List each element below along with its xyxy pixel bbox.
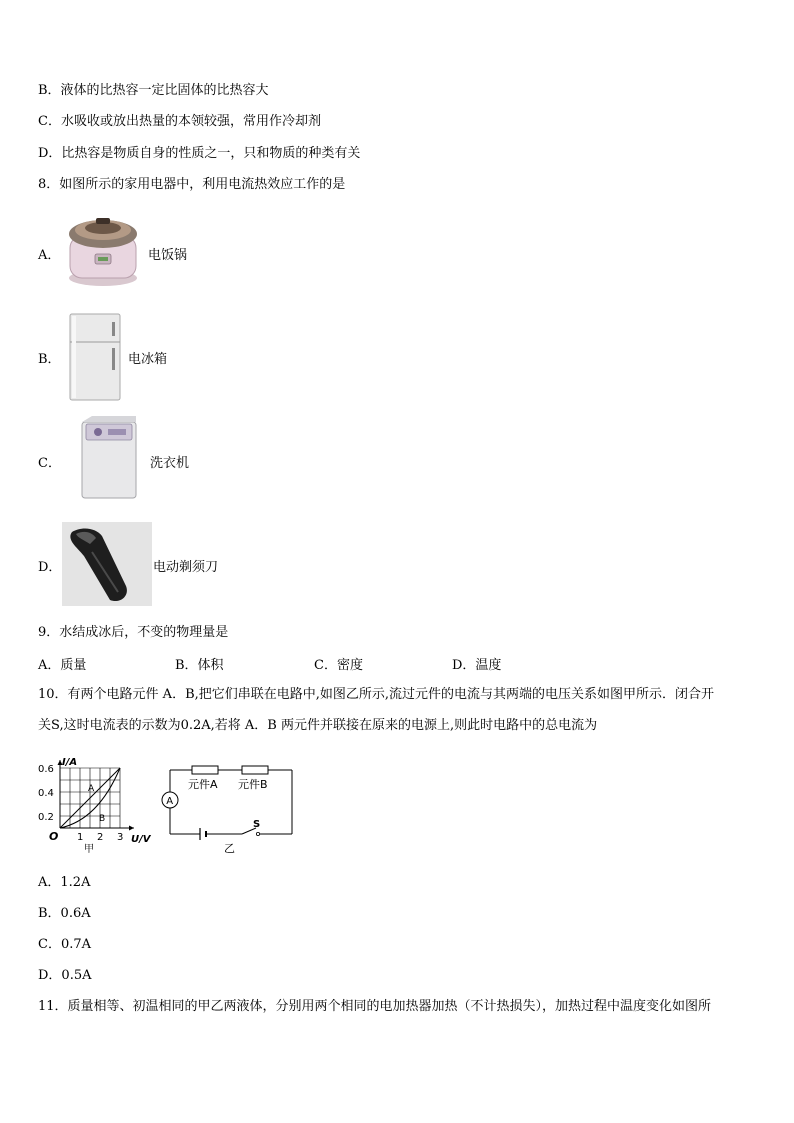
q7-option-d: D．比热容是物质自身的性质之一，只和物质的种类有关 [38, 146, 361, 161]
q9-option-b: B．体积 [175, 658, 224, 673]
element-a-label: 元件A [188, 778, 218, 791]
curve-a-label: A [88, 784, 95, 794]
element-a-resistor [192, 766, 218, 774]
ytick-02: 0.2 [38, 812, 54, 823]
rice-cooker-icon [62, 208, 144, 290]
q8-option-a-text: 电饭锅 [148, 248, 188, 263]
graph-ylabel: I/A [62, 757, 78, 768]
electric-shaver-icon [62, 522, 152, 606]
q9-option-c: C．密度 [314, 658, 363, 673]
q8-option-b-text: 电冰箱 [128, 352, 168, 367]
curve-b-label: B [99, 814, 106, 824]
q8-option-d-label: D． [38, 560, 62, 575]
switch-icon [256, 832, 259, 835]
refrigerator-icon [66, 312, 124, 402]
switch-label: S [253, 819, 261, 830]
q9-option-d: D．温度 [452, 658, 502, 673]
xtick-3: 3 [117, 832, 124, 843]
ytick-04: 0.4 [38, 788, 54, 799]
graph-caption: 甲 [84, 844, 94, 855]
q9-stem: 9．水结成冰后，不变的物理量是 [38, 625, 229, 640]
xtick-2: 2 [97, 832, 104, 843]
q9-options [38, 654, 538, 672]
q10-option-c: C．0.7A [38, 937, 92, 952]
washing-machine-icon [78, 414, 140, 500]
q10-option-a: A．1.2A [38, 875, 91, 890]
q8-option-c-text: 洗衣机 [150, 456, 190, 471]
q9-option-a: A．质量 [38, 658, 87, 673]
q11-stem: 11．质量相等、初温相同的甲乙两液体，分别用两个相同的电加热器加热（不计热损失），加热过程中温度变化如图所 [38, 999, 712, 1014]
q10-stem-line1: 10．有两个电路元件 A．B,把它们串联在电路中,如图乙所示,流过元件的电流与其两端的电压关系如图甲所示．闭合开 [38, 687, 715, 702]
graph-xlabel: U/V [131, 834, 151, 845]
xtick-1: 1 [77, 832, 84, 843]
q10-stem-line2: 关S,这时电流表的示数为0.2A,若将 A．B 两元件并联接在原来的电源上,则此时电路中的总电流为 [38, 718, 598, 733]
ytick-06: 0.6 [38, 764, 54, 775]
q8-stem: 8．如图所示的家用电器中，利用电流热效应工作的是 [38, 177, 346, 192]
q10-option-b: B．0.6A [38, 906, 91, 921]
ammeter-label: A [166, 796, 174, 807]
element-b-label: 元件B [238, 778, 268, 791]
q8-option-d-text: 电动剃须刀 [153, 560, 219, 575]
circuit-diagram [158, 760, 298, 856]
q7-option-b: B．液体的比热容一定比固体的比热容大 [38, 83, 269, 98]
q10-option-d: D．0.5A [38, 968, 92, 983]
element-b-resistor [242, 766, 268, 774]
circuit-caption: 乙 [224, 842, 235, 855]
iv-graph [36, 756, 156, 856]
graph-origin: O [49, 830, 59, 843]
q8-option-a-label: A． [38, 248, 61, 263]
q8-option-c-label: C． [38, 456, 61, 471]
q7-option-c: C．水吸收或放出热量的本领较强，常用作冷却剂 [38, 114, 321, 129]
q8-option-b-label: B． [38, 352, 61, 367]
